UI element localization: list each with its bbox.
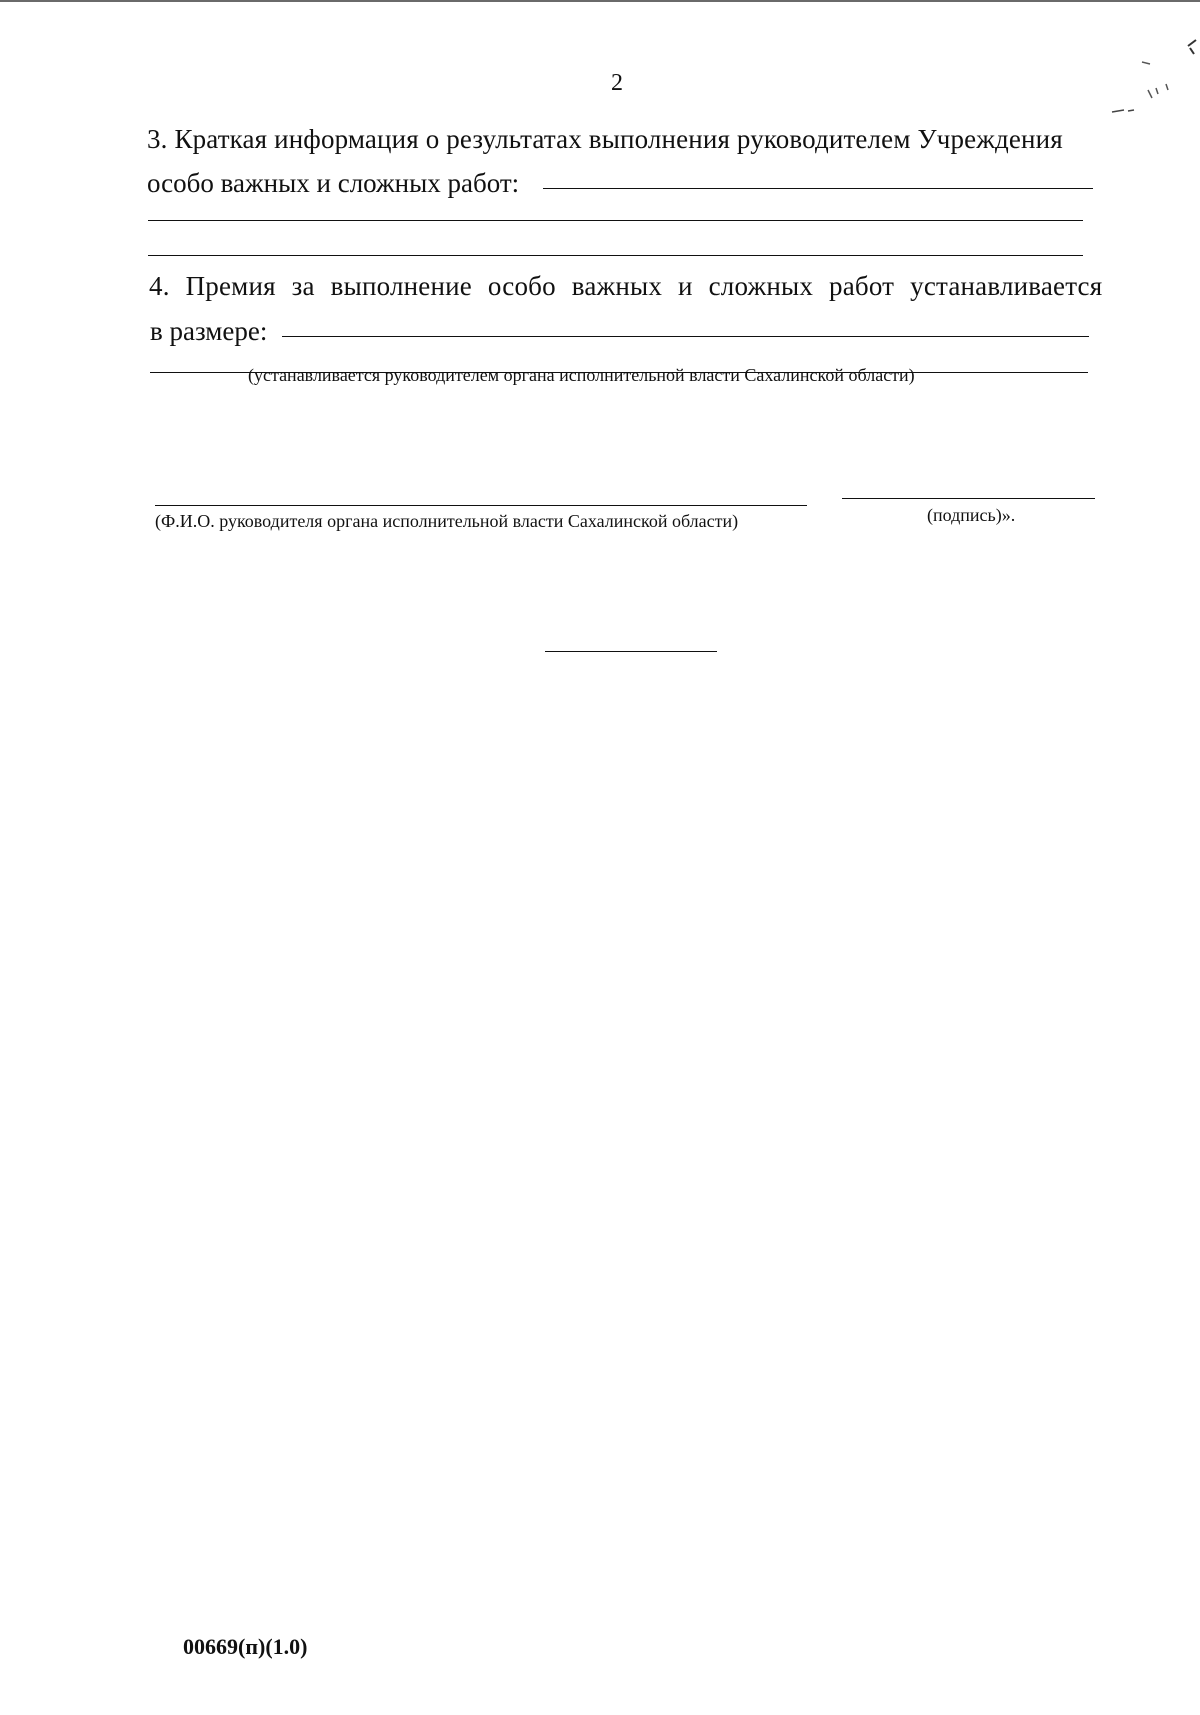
document-code: 00669(п)(1.0) xyxy=(183,1634,308,1659)
section-4-answer-line-1 xyxy=(282,336,1089,337)
signature-line xyxy=(842,498,1095,499)
signature-caption: (подпись)». xyxy=(927,505,1016,525)
page-number: 2 xyxy=(611,70,623,96)
section-3-line-1: 3. Краткая информация о результатах выполнения руководителем Учреждения xyxy=(147,124,1063,154)
section-3-line-2: особо важных и сложных работ: xyxy=(147,168,520,198)
section-3-answer-line-1 xyxy=(543,188,1093,189)
section-4-line-2: в размере: xyxy=(150,316,268,346)
section-3-answer-line-3 xyxy=(148,255,1083,256)
name-line xyxy=(155,505,807,506)
section-4-line-1: 4. Премия за выполнение особо важных и сложных работ устанавливается xyxy=(149,271,1103,301)
scan-top-edge xyxy=(0,0,1200,2)
section-4-note: (устанавливается руководителем органа исполнительной власти Сахалинской области) xyxy=(248,365,915,385)
section-3-answer-line-2 xyxy=(148,220,1083,221)
scan-marks xyxy=(1100,18,1200,128)
name-caption: (Ф.И.О. руководителя органа исполнительной власти Сахалинской области) xyxy=(155,511,739,531)
closing-separator xyxy=(545,651,717,652)
